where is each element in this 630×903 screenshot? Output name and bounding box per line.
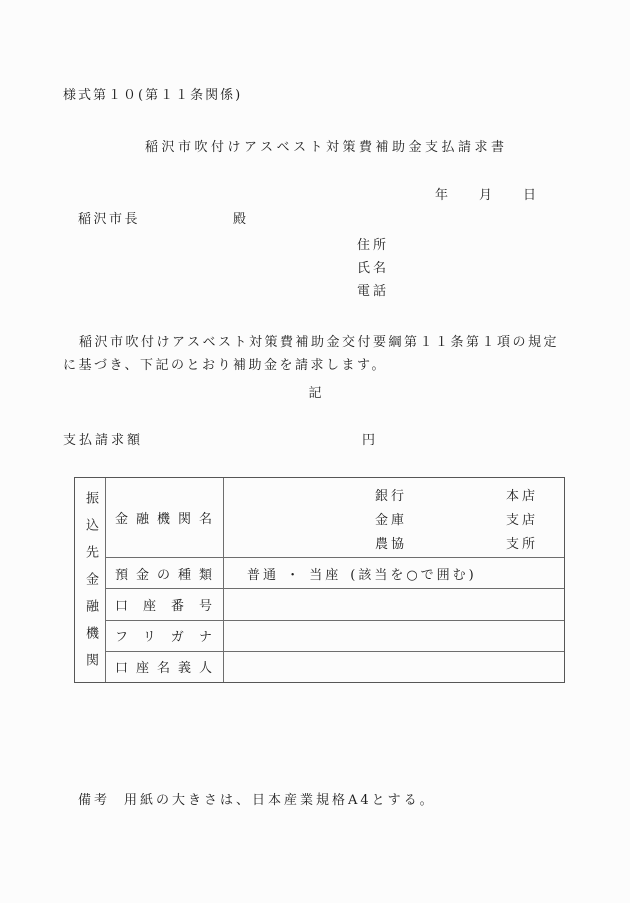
amount-label: 支払請求額: [63, 433, 144, 448]
year-label: 年: [435, 188, 449, 203]
date-line: [435, 184, 536, 203]
account-number-label: 口座番号: [115, 598, 214, 614]
deposit-circle-note: (該当を○で囲む): [350, 567, 477, 583]
branch-type-branch: 支店: [506, 513, 539, 528]
body-text-line1: 稲沢市吹付けアスベスト対策費補助金交付要綱第１１条第１項の規定: [79, 335, 559, 350]
institution-type-shinkin: 金庫: [375, 513, 408, 528]
bank-line: [224, 509, 564, 526]
day-label: 日: [523, 188, 537, 203]
furigana-label-cell: [106, 620, 224, 651]
deposit-type-value-cell: [224, 557, 564, 588]
account-holder-label: 口座名義人: [115, 661, 214, 677]
account-number-value-cell: [224, 588, 564, 619]
month-label: 月: [479, 188, 493, 203]
record-marker: 記: [308, 386, 322, 401]
remarks-line: [78, 789, 436, 808]
body-text-line2: に基づき、下記のとおり補助金を請求します。: [63, 358, 387, 373]
account-holder-label-cell: [106, 651, 224, 682]
branch-type-head-office: 本店: [506, 489, 539, 504]
phone-label: 電話: [357, 284, 390, 299]
addressee-line: [78, 208, 246, 227]
amount-line: [0, 429, 630, 448]
financial-institution-label-cell: [106, 478, 224, 557]
institution-type-bank: 銀行: [375, 489, 408, 504]
name-label: 氏名: [357, 261, 390, 276]
bank-line: [224, 485, 564, 502]
form-number: 様式第１０(第１１条関係): [63, 88, 243, 103]
remarks-text: 用紙の大きさは、日本産業規格A4とする。: [124, 793, 436, 808]
institution-type-coop: 農協: [375, 537, 408, 552]
account-holder-value-cell: [224, 651, 564, 682]
page-title: 稲沢市吹付けアスベスト対策費補助金支払請求書: [145, 140, 508, 155]
amount-unit-yen: 円: [362, 433, 379, 448]
address-label: 住所: [357, 238, 390, 253]
addressee-honorific: 殿: [233, 212, 247, 227]
deposit-options: 普通 ・ 当座: [247, 567, 342, 583]
applicant-block: [357, 234, 389, 303]
account-number-label-cell: [106, 588, 224, 619]
financial-institution-label: 金融機関名: [115, 512, 214, 527]
branch-type-office: 支所: [506, 537, 539, 552]
addressee: 稲沢市長: [78, 212, 141, 227]
bank-line: [224, 533, 564, 550]
deposit-type-label-cell: [106, 557, 224, 588]
remarks-label: 備考: [78, 793, 111, 808]
bank-transfer-table: [74, 477, 565, 683]
financial-institution-value-cell: [224, 478, 564, 557]
table-side-label: 振込先金融機関: [75, 478, 106, 682]
furigana-label: フリガナ: [115, 630, 214, 646]
furigana-value-cell: [224, 620, 564, 651]
deposit-type-label: 預金の種類: [115, 567, 214, 583]
